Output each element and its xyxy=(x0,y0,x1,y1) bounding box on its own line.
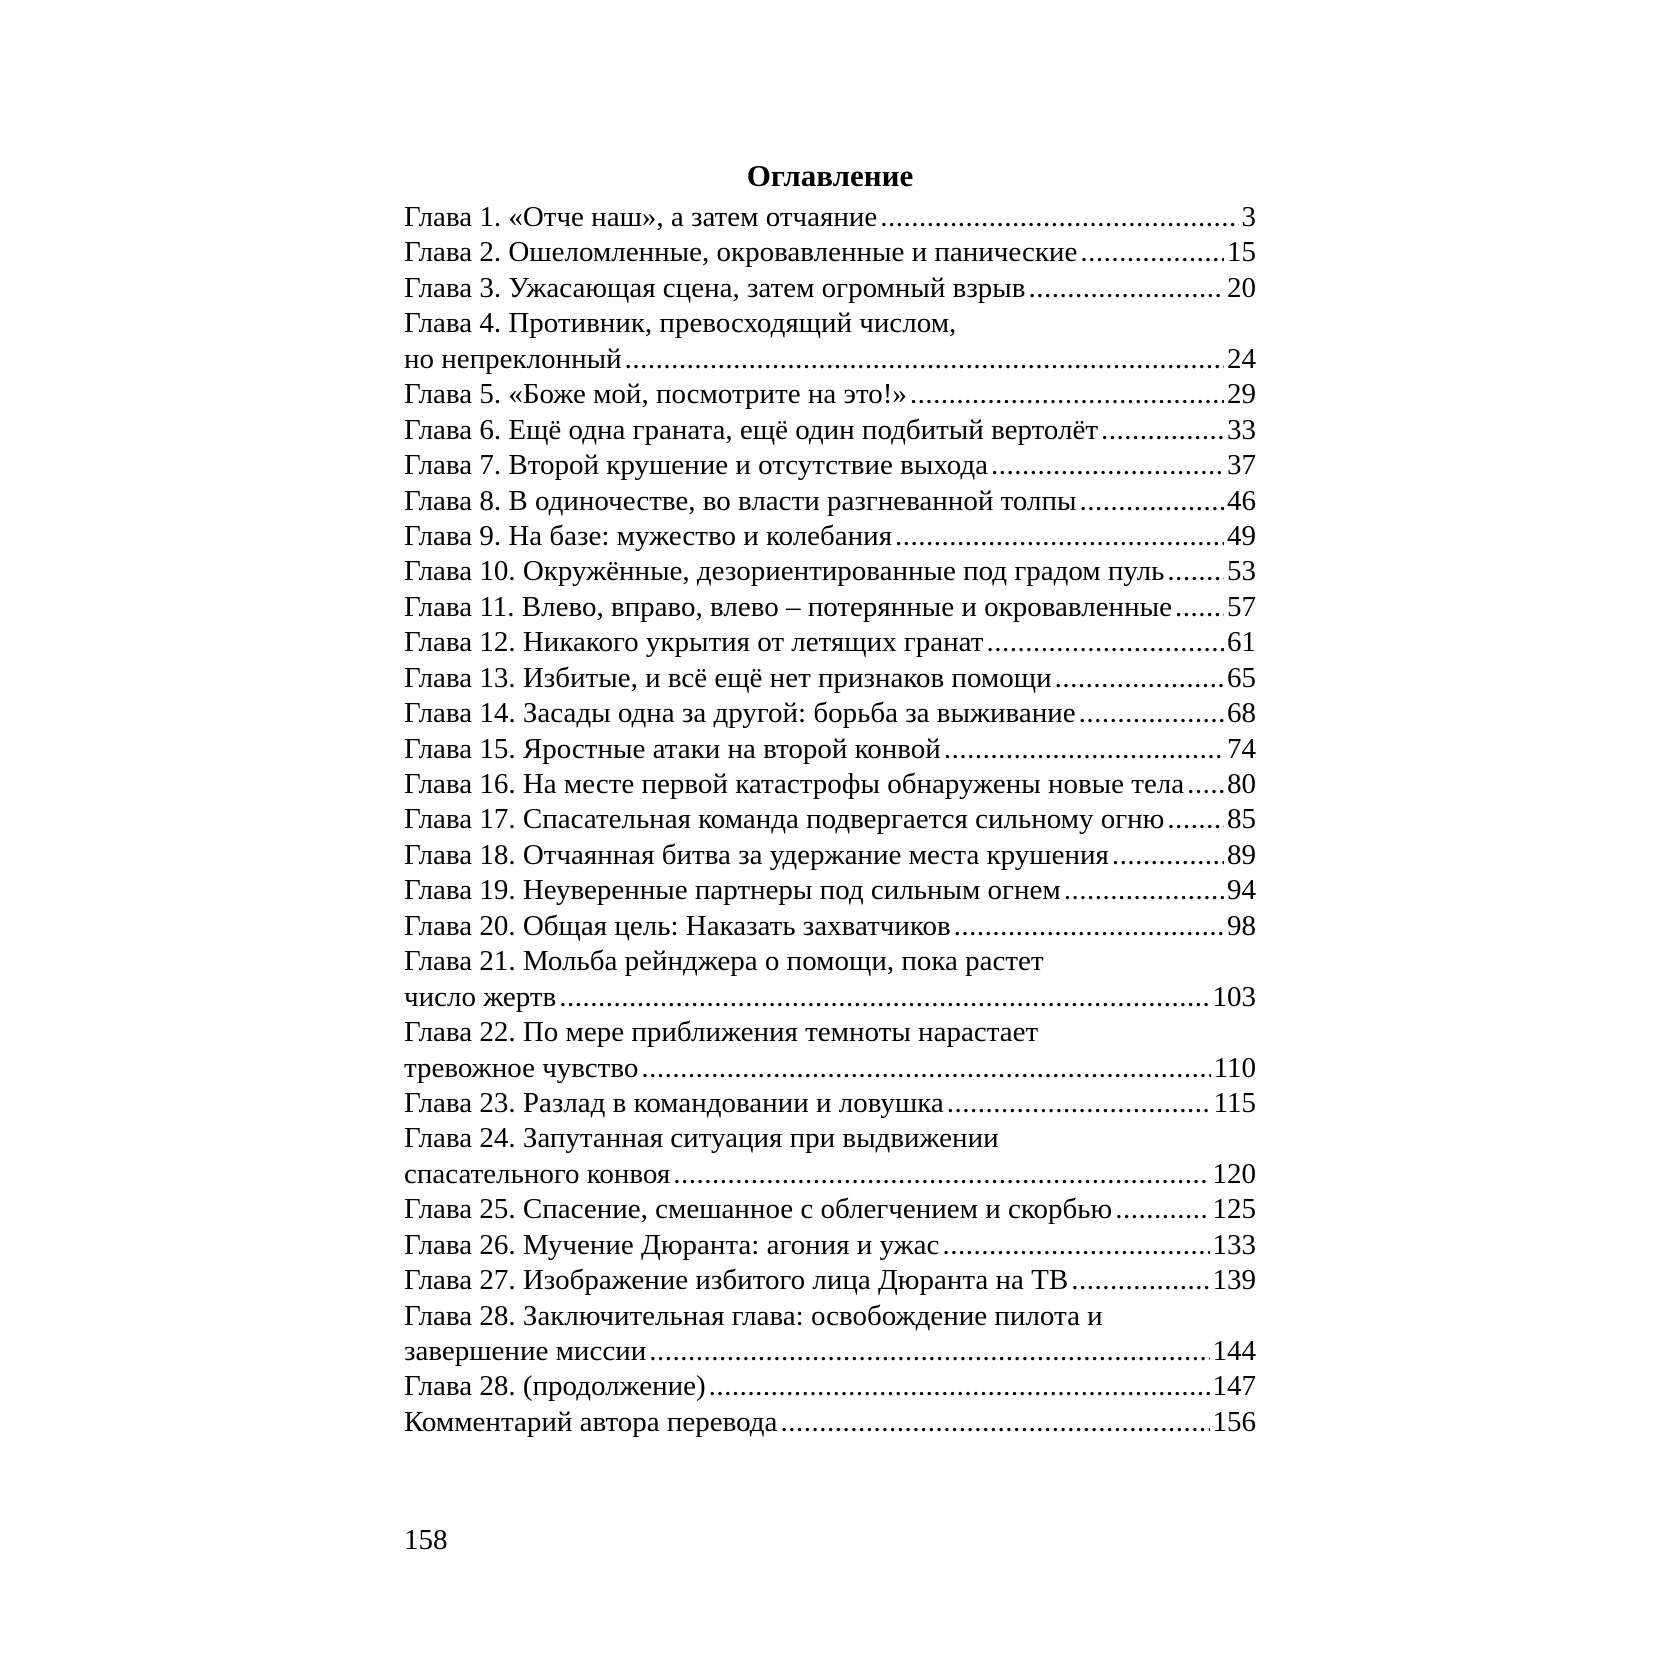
dot-leader xyxy=(942,1228,1209,1263)
toc-entry xyxy=(404,661,1256,696)
toc-entry-title: Глава 14. Засады одна за другой: борьба за выживание xyxy=(404,697,1076,730)
toc-entry-title: Глава 18. Отчаянная битва за удержание места крушения xyxy=(404,838,1109,871)
toc-entry-page: 57 xyxy=(1227,590,1256,623)
toc-entry-title: Глава 12. Никакого укрытия от летящих гранат xyxy=(404,626,984,659)
toc-entry-line xyxy=(404,306,1256,341)
toc-entry xyxy=(404,377,1256,412)
toc-entry xyxy=(404,200,1256,235)
toc-entry xyxy=(404,484,1256,519)
toc-entry-title: Глава 23. Разлад в командовании и ловушка xyxy=(404,1086,944,1119)
dot-leader xyxy=(649,1334,1209,1369)
toc-entry xyxy=(404,944,1256,1015)
toc-entry xyxy=(404,1121,1256,1192)
dot-leader xyxy=(625,342,1224,377)
page-number: 158 xyxy=(404,1524,448,1556)
toc-entry-title: спасательного конвоя xyxy=(404,1157,671,1190)
dot-leader xyxy=(991,448,1224,483)
toc-entry-line-with-leader xyxy=(404,767,1256,802)
dot-leader xyxy=(641,1051,1210,1086)
toc-entry-page: 46 xyxy=(1227,484,1256,517)
toc-entry xyxy=(404,767,1256,802)
toc-entry xyxy=(404,696,1256,731)
toc-entry xyxy=(404,1086,1256,1121)
toc-entry-line-with-leader xyxy=(404,1051,1256,1086)
toc-entry-title: Глава 8. В одиночестве, во власти разгневанной толпы xyxy=(404,484,1077,517)
toc-entry xyxy=(404,235,1256,270)
dot-leader xyxy=(944,732,1224,767)
toc-entry xyxy=(404,554,1256,589)
toc-entry-line-with-leader xyxy=(404,909,1256,944)
dot-leader xyxy=(559,980,1209,1015)
toc-entry xyxy=(404,590,1256,625)
dot-leader xyxy=(673,1157,1209,1192)
toc-entry-title: Глава 21. Мольба рейнджера о помощи, пока растет xyxy=(404,945,1044,978)
toc-entry-title: число жертв xyxy=(404,980,557,1013)
toc-entry-line-with-leader xyxy=(404,200,1256,235)
toc-entry xyxy=(404,802,1256,837)
toc-entry-line-with-leader xyxy=(404,661,1256,696)
dot-leader xyxy=(1167,802,1224,837)
dot-leader xyxy=(910,377,1224,412)
toc-entry xyxy=(404,1405,1256,1440)
dot-leader xyxy=(1071,1263,1209,1298)
toc-entry-title: Глава 2. Ошеломленные, окровавленные и панические xyxy=(404,236,1078,269)
toc-entry-line-with-leader xyxy=(404,484,1256,519)
toc-list xyxy=(404,200,1256,1440)
toc-entry xyxy=(404,306,1256,377)
toc-entry-page: 80 xyxy=(1227,768,1256,800)
toc-entry-line-with-leader xyxy=(404,271,1256,306)
toc-entry-title: но непреклонный xyxy=(404,342,622,375)
toc-entry-page: 68 xyxy=(1227,697,1256,730)
toc-entry-title: Глава 28. Заключительная глава: освобождение пилота и xyxy=(404,1299,1103,1332)
toc-entry-title: Глава 27. Изображение избитого лица Дюранта на ТВ xyxy=(404,1264,1069,1297)
toc-entry-page: 53 xyxy=(1227,555,1256,588)
toc-entry xyxy=(404,1228,1256,1263)
toc-entry-title: Глава 24. Запутанная ситуация при выдвижении xyxy=(404,1122,999,1155)
dot-leader xyxy=(1175,590,1224,625)
toc-entry-title: Глава 7. Второй крушение и отсутствие выхода xyxy=(404,449,989,482)
toc-entry-title: Глава 6. Ещё одна граната, ещё один подбитый вертолёт xyxy=(404,413,1099,446)
dot-leader xyxy=(1064,873,1224,908)
toc-entry xyxy=(404,1369,1256,1404)
toc-entry-line-with-leader xyxy=(404,625,1256,660)
toc-entry-page: 110 xyxy=(1213,1051,1256,1084)
dot-leader xyxy=(880,200,1238,235)
dot-leader xyxy=(780,1405,1209,1440)
toc-entry-title: Глава 19. Неуверенные партнеры под сильным огнем xyxy=(404,874,1061,907)
toc-entry-line-with-leader xyxy=(404,838,1256,873)
toc-entry-page: 24 xyxy=(1227,342,1256,375)
toc-entry xyxy=(404,625,1256,660)
dot-leader xyxy=(709,1369,1210,1404)
toc-entry-page: 85 xyxy=(1227,803,1256,836)
dot-leader xyxy=(1028,271,1224,306)
toc-title: Оглавление xyxy=(746,158,914,193)
toc-entry-title: Комментарий автора перевода xyxy=(404,1405,778,1438)
toc-entry-title: Глава 9. На базе: мужество и колебания xyxy=(404,519,893,552)
toc-entry xyxy=(404,413,1256,448)
toc-entry-page: 89 xyxy=(1227,838,1256,871)
dot-leader xyxy=(1187,767,1224,802)
toc-entry-page: 147 xyxy=(1212,1370,1256,1403)
toc-entry xyxy=(404,909,1256,944)
dot-leader xyxy=(1101,413,1224,448)
toc-entry-page: 20 xyxy=(1227,271,1256,304)
toc-entry xyxy=(404,1192,1256,1227)
dot-leader xyxy=(1055,661,1224,696)
toc-entry-page: 33 xyxy=(1227,413,1256,446)
toc-entry xyxy=(404,1263,1256,1298)
toc-entry-page: 120 xyxy=(1212,1157,1256,1190)
toc-entry-line-with-leader xyxy=(404,342,1256,377)
toc-entry-title: Глава 25. Спасение, смешанное с облегчением и скорбью xyxy=(404,1193,1113,1226)
toc-entry-line xyxy=(404,944,1256,979)
toc-entry-line-with-leader xyxy=(404,980,1256,1015)
dot-leader xyxy=(954,909,1224,944)
toc-entry-page: 144 xyxy=(1212,1335,1256,1367)
toc-entry xyxy=(404,1015,1256,1086)
toc-entry xyxy=(404,732,1256,767)
toc-entry-line-with-leader xyxy=(404,235,1256,270)
dot-leader xyxy=(947,1086,1211,1121)
toc-entry-line-with-leader xyxy=(404,377,1256,412)
toc-entry-title: Глава 5. «Боже мой, посмотрите на это!» xyxy=(404,378,907,411)
toc-entry-title: Глава 20. Общая цель: Наказать захватчиков xyxy=(404,909,951,942)
toc-entry-title: завершение миссии xyxy=(404,1335,647,1367)
toc-entry-title: Глава 16. На месте первой катастрофы обнаружены новые тела xyxy=(404,768,1185,800)
toc-entry-page: 115 xyxy=(1213,1086,1256,1119)
toc-entry-line-with-leader xyxy=(404,554,1256,589)
toc-entry xyxy=(404,448,1256,483)
toc-entry-line-with-leader xyxy=(404,1192,1256,1227)
toc-entry-title: Глава 4. Противник, превосходящий числом, xyxy=(404,307,957,340)
toc-entry-line-with-leader xyxy=(404,1405,1256,1440)
toc-entry-line-with-leader xyxy=(404,1086,1256,1121)
dot-leader xyxy=(1079,484,1224,519)
toc-entry-line-with-leader xyxy=(404,1263,1256,1298)
toc-entry-line-with-leader xyxy=(404,1157,1256,1192)
toc-entry-page: 94 xyxy=(1227,874,1256,907)
toc-entry-page: 103 xyxy=(1212,980,1256,1013)
toc-entry-line-with-leader xyxy=(404,696,1256,731)
toc-entry-line-with-leader xyxy=(404,873,1256,908)
toc-entry-page: 15 xyxy=(1227,236,1256,269)
toc-entry xyxy=(404,519,1256,554)
dot-leader xyxy=(986,625,1224,660)
toc-entry-title: Глава 3. Ужасающая сцена, затем огромный взрыв xyxy=(404,271,1026,304)
toc-entry-line-with-leader xyxy=(404,1334,1256,1369)
toc-entry-title: Глава 1. «Отче наш», а затем отчаяние xyxy=(404,201,878,233)
dot-leader xyxy=(1115,1192,1209,1227)
toc-entry-page: 49 xyxy=(1227,519,1256,552)
toc-entry-line-with-leader xyxy=(404,1369,1256,1404)
toc-entry-line-with-leader xyxy=(404,413,1256,448)
toc-entry-line-with-leader xyxy=(404,1228,1256,1263)
toc-entry xyxy=(404,873,1256,908)
toc-entry-line-with-leader xyxy=(404,802,1256,837)
toc-entry xyxy=(404,271,1256,306)
toc-entry-page: 29 xyxy=(1227,378,1256,411)
toc-entry-title: Глава 28. (продолжение) xyxy=(404,1370,706,1403)
toc-entry-page: 133 xyxy=(1212,1228,1256,1261)
toc-entry-page: 65 xyxy=(1227,661,1256,694)
toc-entry-line xyxy=(404,1015,1256,1050)
toc-entry-page: 125 xyxy=(1212,1193,1256,1226)
toc-entry xyxy=(404,838,1256,873)
toc-entry-title: тревожное чувство xyxy=(404,1051,639,1084)
toc-entry-title: Глава 22. По мере приближения темноты нарастает xyxy=(404,1016,1039,1049)
dot-leader xyxy=(1079,696,1224,731)
toc-entry-line-with-leader xyxy=(404,590,1256,625)
toc-entry-title: Глава 13. Избитые, и всё ещё нет признаков помощи xyxy=(404,661,1052,694)
dot-leader xyxy=(1112,838,1224,873)
toc-entry xyxy=(404,1299,1256,1370)
dot-leader xyxy=(895,519,1224,554)
toc-entry-title: Глава 10. Окружённые, дезориентированные под градом пуль xyxy=(404,555,1165,588)
toc-entry-title: Глава 15. Яростные атаки на второй конвой xyxy=(404,732,941,765)
toc-entry-page: 74 xyxy=(1227,732,1256,765)
toc-entry-line-with-leader xyxy=(404,732,1256,767)
dot-leader xyxy=(1167,554,1224,589)
toc-entry-title: Глава 11. Влево, вправо, влево – потерянные и окровавленные xyxy=(404,590,1172,623)
toc-entry-line xyxy=(404,1299,1256,1334)
toc-entry-page: 37 xyxy=(1227,449,1256,482)
toc-entry-page: 98 xyxy=(1227,909,1256,942)
toc-entry-page: 139 xyxy=(1212,1264,1256,1297)
toc-entry-line xyxy=(404,1121,1256,1156)
toc-entry-page: 3 xyxy=(1241,201,1256,233)
toc-entry-line-with-leader xyxy=(404,519,1256,554)
toc-entry-title: Глава 26. Мучение Дюранта: агония и ужас xyxy=(404,1228,940,1261)
dot-leader xyxy=(1080,235,1224,270)
toc-entry-page: 61 xyxy=(1227,626,1256,659)
toc-entry-page: 156 xyxy=(1212,1405,1256,1438)
toc-entry-line-with-leader xyxy=(404,448,1256,483)
toc-entry-title: Глава 17. Спасательная команда подвергается сильному огню xyxy=(404,803,1165,836)
